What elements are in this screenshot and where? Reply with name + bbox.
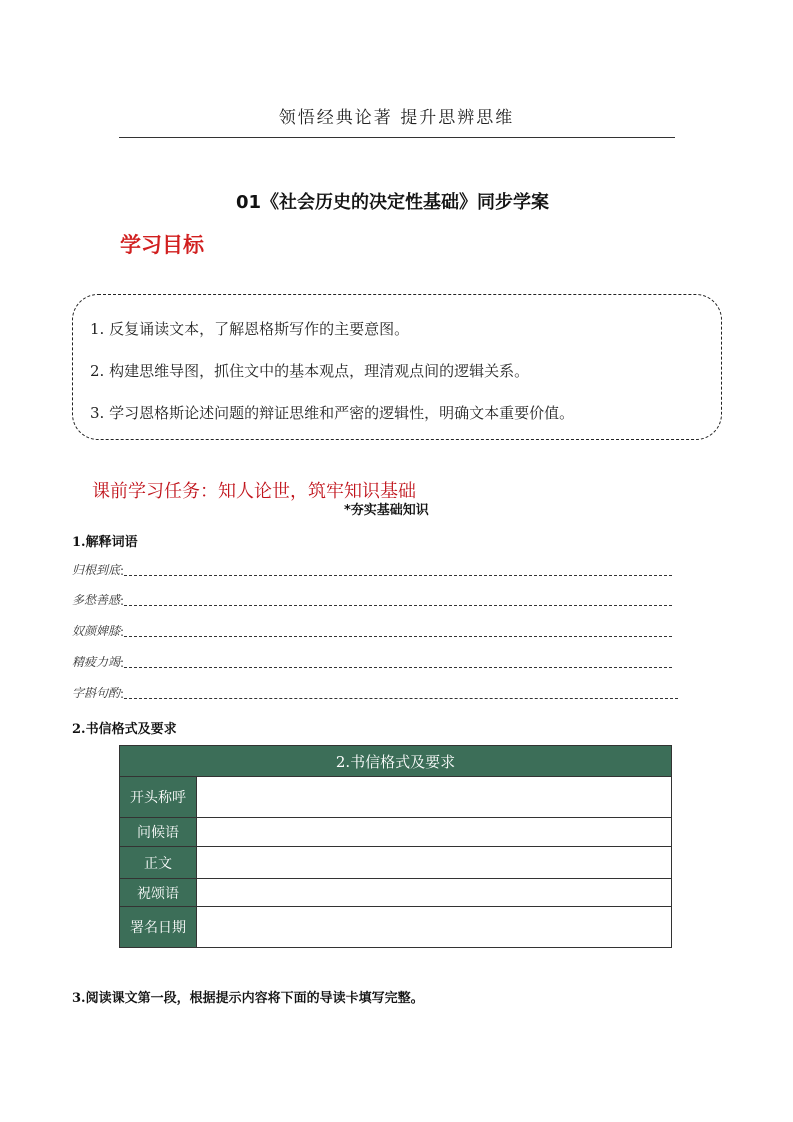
vocab-answer-line[interactable] — [124, 575, 672, 576]
table-title: 2.书信格式及要求 — [120, 746, 672, 777]
table-header-row — [120, 746, 672, 777]
vocab-heading: 1.解释词语 — [72, 535, 138, 550]
objective-item-1: 1. 反复诵读文本，了解恩格斯写作的主要意图。 — [90, 320, 410, 338]
vocab-term: 多愁善感 — [72, 593, 121, 607]
vocab-row-3 — [72, 621, 672, 639]
page-title: 01《社会历史的决定性基础》同步学案 — [236, 192, 550, 213]
vocab-colon: : — [120, 687, 125, 701]
header-rule — [119, 137, 675, 138]
objective-item-2: 2. 构建思维导图，抓住文中的基本观点，理清观点间的逻辑关系。 — [90, 362, 530, 380]
table-row — [120, 879, 672, 907]
row-label: 开头称呼 — [120, 777, 197, 818]
vocab-answer-line[interactable] — [124, 605, 672, 606]
vocab-answer-line[interactable] — [124, 698, 678, 699]
row-label: 署名日期 — [120, 907, 197, 948]
vocab-term: 归根到底 — [72, 563, 121, 577]
vocab-colon: : — [120, 656, 125, 670]
row-answer-cell[interactable] — [197, 907, 672, 948]
vocab-colon: : — [120, 564, 125, 578]
row-answer-cell[interactable] — [197, 879, 672, 907]
table-row — [120, 847, 672, 879]
vocab-colon: : — [120, 594, 125, 608]
table-row — [120, 907, 672, 948]
row-label: 问候语 — [120, 818, 197, 847]
row-answer-cell[interactable] — [197, 847, 672, 879]
vocab-row-5 — [72, 683, 678, 701]
table-row — [120, 818, 672, 847]
objective-item-3: 3. 学习恩格斯论述问题的辩证思维和严密的逻辑性，明确文本重要价值。 — [90, 404, 575, 422]
vocab-row-4 — [72, 652, 672, 670]
vocab-colon: : — [120, 625, 125, 639]
objectives-heading: 学习目标 — [120, 233, 204, 257]
vocab-row-2 — [72, 590, 672, 608]
letter-format-table — [119, 745, 672, 948]
row-label: 祝颂语 — [120, 879, 197, 907]
task-heading: 课前学习任务：知人论世，筑牢知识基础 — [92, 481, 416, 502]
vocab-answer-line[interactable] — [124, 636, 672, 637]
subtask-heading: *夯实基础知识 — [344, 503, 429, 518]
reading-heading: 3.阅读课文第一段，根据提示内容将下面的导读卡填写完整。 — [72, 991, 424, 1006]
vocab-row-1 — [72, 560, 672, 578]
header-text: 领悟经典论著 提升思辨思维 — [278, 108, 515, 128]
row-answer-cell[interactable] — [197, 818, 672, 847]
vocab-term: 精疲力竭 — [72, 655, 121, 669]
row-label: 正文 — [120, 847, 197, 879]
letter-heading: 2.书信格式及要求 — [72, 722, 177, 737]
table-row — [120, 777, 672, 818]
row-answer-cell[interactable] — [197, 777, 672, 818]
vocab-term: 字斟句酌 — [72, 686, 121, 700]
vocab-term: 奴颜婢膝 — [72, 624, 121, 638]
vocab-answer-line[interactable] — [124, 667, 672, 668]
